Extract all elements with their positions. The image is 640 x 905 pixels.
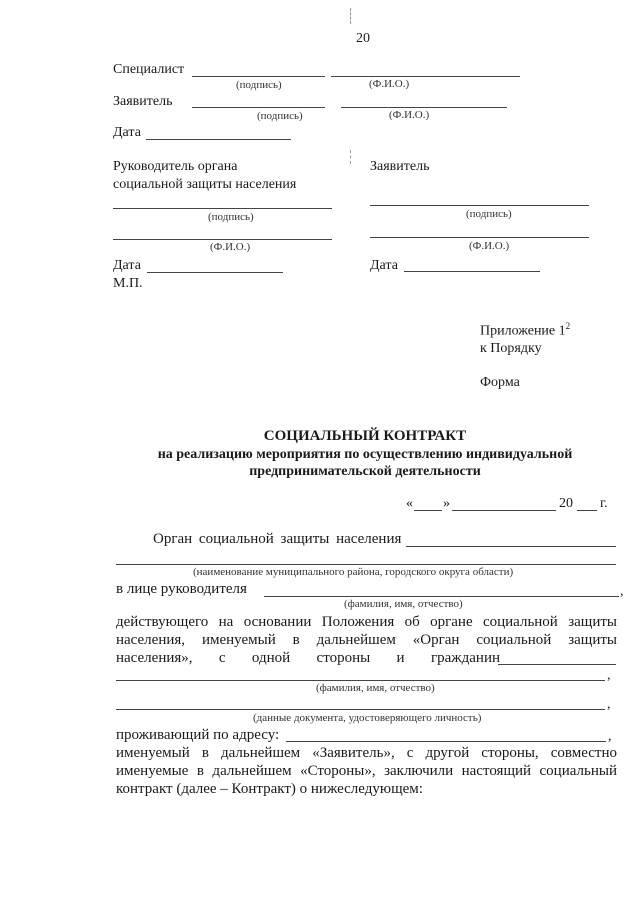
applicant-label: Заявитель <box>113 94 173 109</box>
head-fio-line <box>113 239 332 240</box>
applicant-title: Заявитель <box>370 159 430 174</box>
address-label: проживающий по адресу: <box>116 727 280 743</box>
head-label: в лице руководителя <box>116 581 247 597</box>
citizen-comma: , <box>607 668 611 683</box>
applicant2-date-line <box>404 271 540 272</box>
appendix-line-1: Приложение $1^2$ <box>480 321 571 339</box>
appendix-form: Форма <box>480 375 520 390</box>
applicant2-fio-line <box>370 237 589 238</box>
citizen-fio-caption: (фамилия, имя, отчество) <box>316 682 435 694</box>
citizen-line <box>498 664 616 665</box>
specialist-fio-line <box>331 76 520 77</box>
organ-label: Орган социальной защиты населения <box>153 531 402 547</box>
head-title-2: социальной защиты населения <box>113 177 297 192</box>
para2-line-3: контракт (далее – Контракт) о нижеследующем: <box>116 781 423 797</box>
head-title-1: Руководитель органа <box>113 159 238 174</box>
applicant-signature-line <box>192 107 325 108</box>
specialist-signature-line <box>192 76 325 77</box>
specialist-label: Специалист <box>113 62 185 77</box>
applicant-fio-line <box>341 107 507 108</box>
document-line <box>116 709 605 710</box>
fold-mark-2 <box>350 150 351 164</box>
citizen-line-2 <box>116 680 605 681</box>
organ-line <box>406 546 616 547</box>
para1-line-2: населения, именуемый в дальнейшем «Орган социальной защиты <box>116 632 617 648</box>
applicant2-signature-line <box>370 205 589 206</box>
organ-line-2 <box>116 564 616 565</box>
head-signature-caption: (подпись) <box>208 211 254 223</box>
specialist-fio-caption: (Ф.И.О.) <box>369 78 410 90</box>
applicant2-date-label: Дата <box>370 258 398 273</box>
para1-line-3: населения», с одной стороны и гражданин <box>116 650 500 666</box>
head-fio-caption: (Ф.И.О.) <box>210 241 251 253</box>
para2-line-2: именуемые в дальнейшем «Стороны», заключили настоящий социальный <box>116 763 617 779</box>
para2-line-1: именуемый в дальнейшем «Заявитель», с другой стороны, совместно <box>116 745 617 761</box>
fold-mark <box>350 8 351 24</box>
date-year-line <box>577 510 597 511</box>
head-fio-caption-2: (фамилия, имя, отчество) <box>344 598 463 610</box>
applicant-fio-caption: (Ф.И.О.) <box>389 109 430 121</box>
date-quote-open: « <box>406 496 413 511</box>
date-year-suffix: г. <box>600 496 608 511</box>
date-year-prefix: 20 <box>559 496 573 511</box>
stamp-label: М.П. <box>113 276 143 291</box>
page-number: 20 <box>356 31 370 46</box>
applicant2-fio-caption: (Ф.И.О.) <box>469 240 510 252</box>
head-date-label: Дата <box>113 258 141 273</box>
applicant2-signature-caption: (подпись) <box>466 208 512 220</box>
document-comma: , <box>607 697 611 712</box>
date-day-line <box>414 510 442 511</box>
contract-title: СОЦИАЛЬНЫЙ КОНТРАКТ <box>263 428 467 444</box>
municipal-caption: (наименование муниципального района, городского округа области) <box>193 566 514 578</box>
head-date-line <box>147 272 283 273</box>
head-comma: , <box>620 584 624 599</box>
date-month-line <box>452 510 556 511</box>
date-label: Дата <box>113 125 141 140</box>
contract-subtitle-1: на реализацию мероприятия по осуществлению индивидуальной <box>157 447 573 462</box>
applicant-signature-caption: (подпись) <box>257 110 303 122</box>
date-quote-close: » <box>443 496 450 511</box>
date-line <box>146 139 291 140</box>
head-line <box>264 596 619 597</box>
address-line <box>286 741 606 742</box>
address-comma: , <box>608 729 612 744</box>
specialist-signature-caption: (подпись) <box>236 79 282 91</box>
document-caption: (данные документа, удостоверяющего личность) <box>253 712 482 724</box>
contract-subtitle-2: предпринимательской деятельности <box>249 464 481 479</box>
para1-line-1: действующего на основании Положения об органе социальной защиты <box>116 614 617 630</box>
head-signature-line <box>113 208 332 209</box>
appendix-line-2: к Порядку <box>480 341 542 356</box>
